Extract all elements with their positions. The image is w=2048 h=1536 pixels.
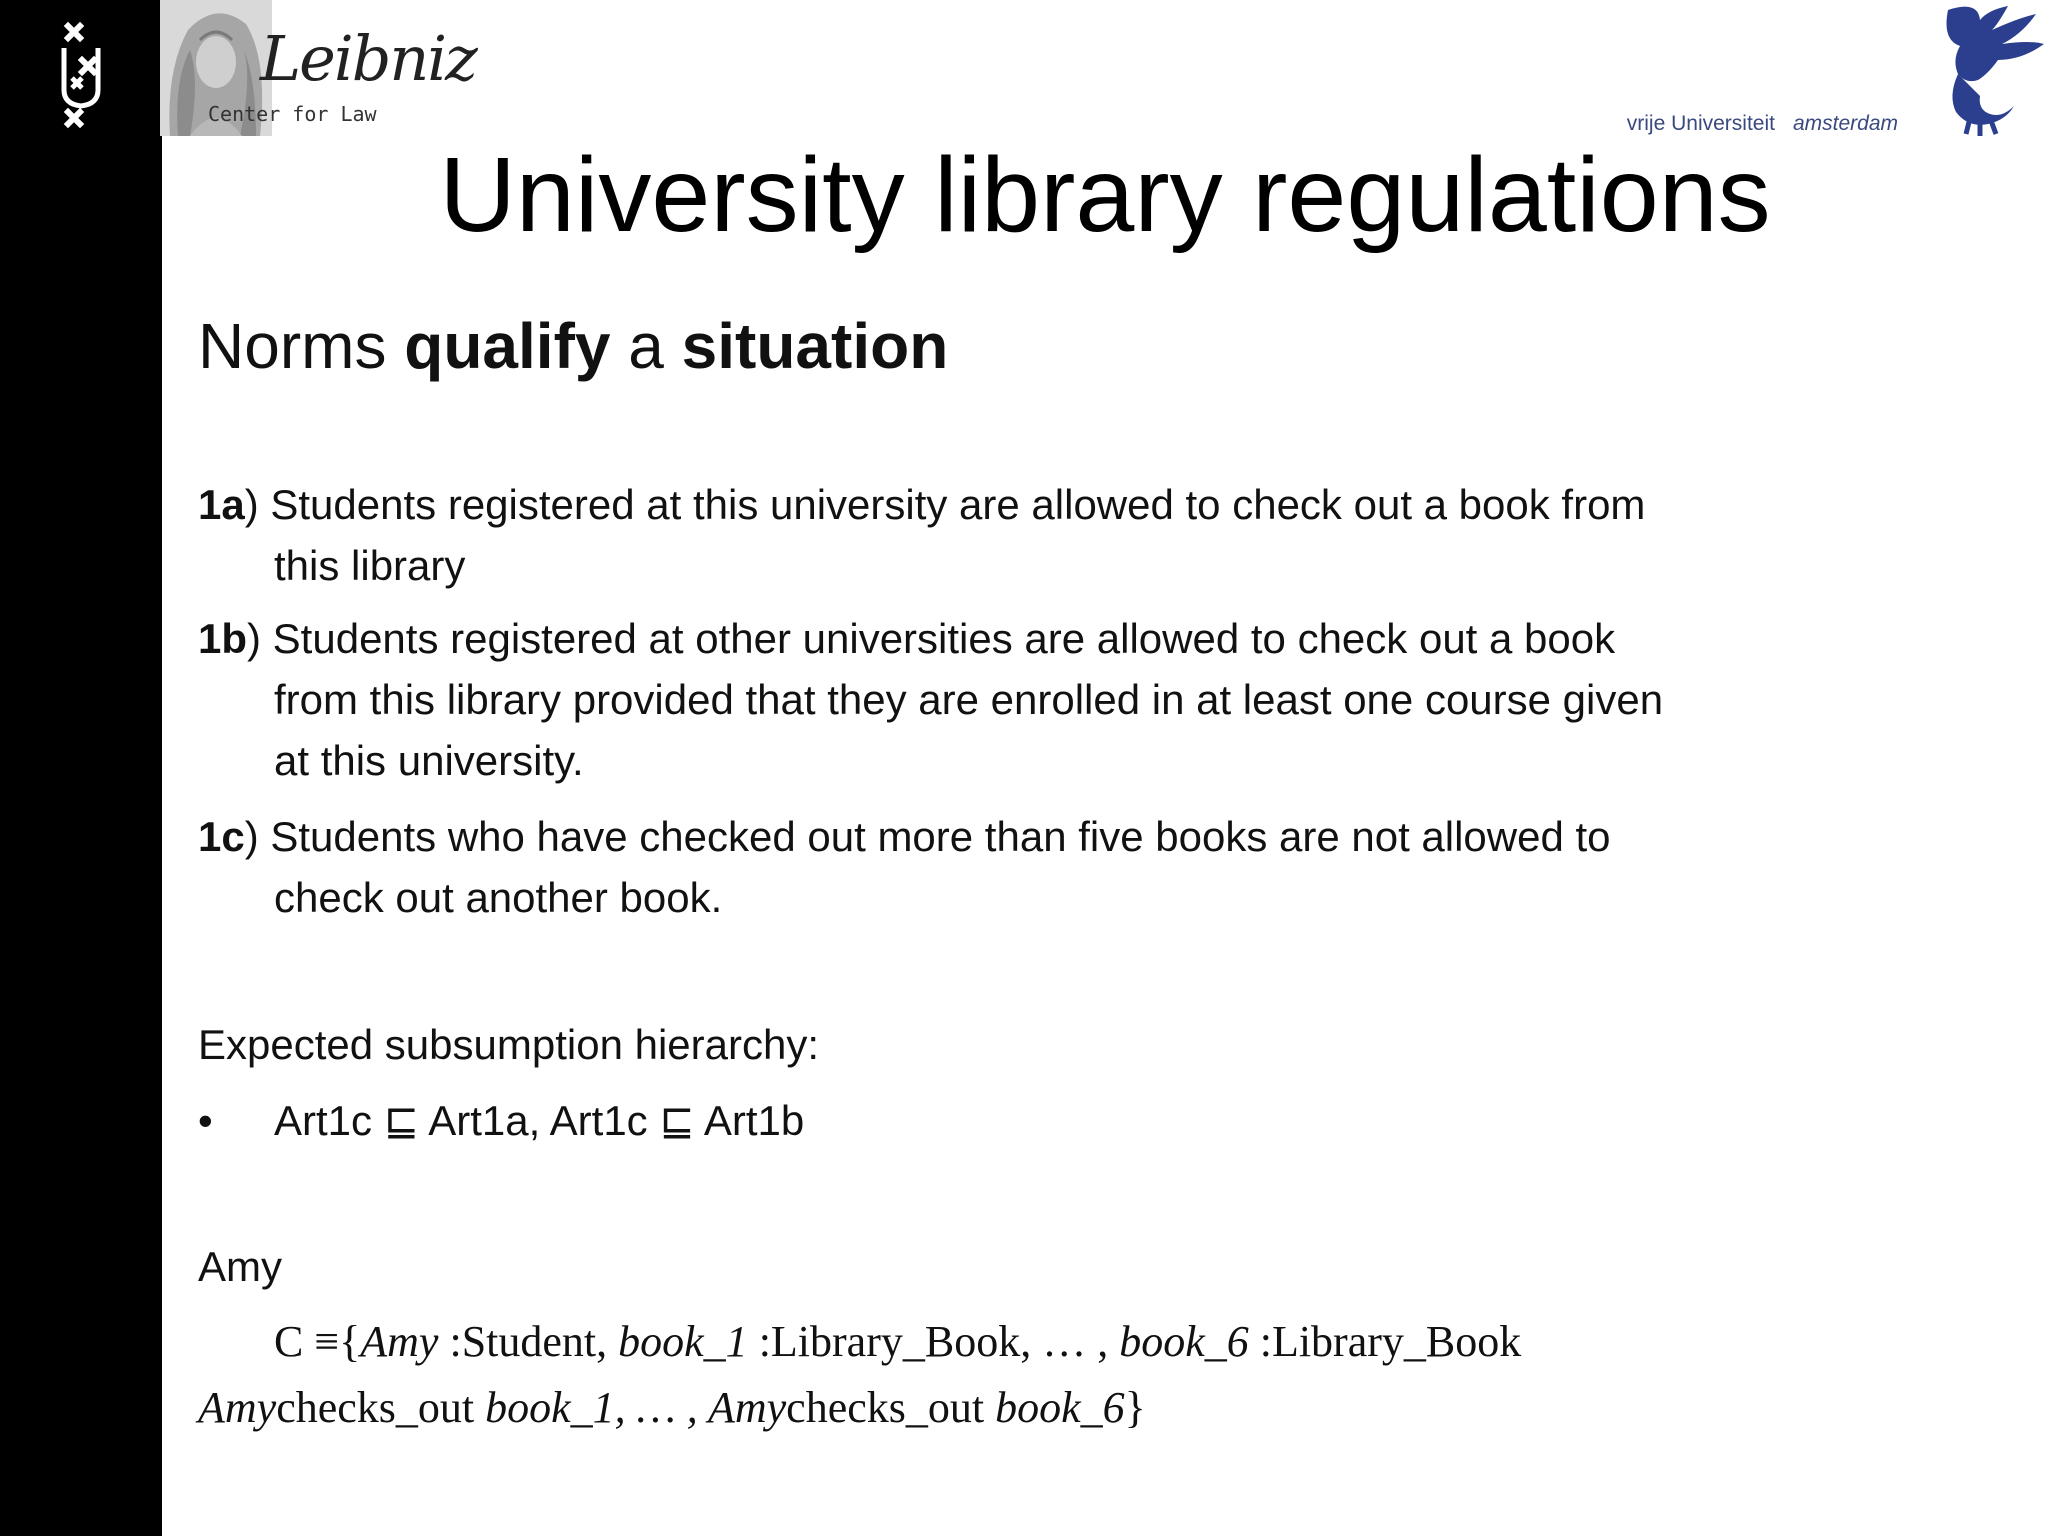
leibniz-subtitle: Center for Law [208,102,377,126]
amy-label: Amy [198,1243,282,1290]
leibniz-center-logo [160,0,476,140]
bullet-icon: • [198,1097,213,1144]
norm-1c [198,806,1878,928]
formula-student: :Student, [438,1317,619,1366]
expected-hierarchy-label: Expected subsumption hierarchy: [198,1021,819,1068]
norm-1b [198,608,1878,791]
norm-number: 1b [198,615,248,662]
norm-text: ) Students registered at other universities are allowed to check out a book [247,615,1616,662]
formula-book6: book_6 [1119,1317,1249,1366]
uva-logo-icon [60,20,102,130]
norm-text-continued: check out another book. [274,874,723,921]
formula-book6: book_6 [995,1383,1125,1432]
formula-checks-out: checks_out [276,1383,486,1432]
norm-text-continued: from this library provided that they are enrolled in at least one course given [274,676,1664,723]
leibniz-signature: Leibniz [260,22,476,95]
formula-line-1 [274,1312,1521,1372]
formula-library-book: :Library_Book, … , [747,1317,1120,1366]
formula-amy: Amy [198,1383,277,1432]
formula-book1: book_1, … , [485,1383,708,1432]
formula-amy: Amy [360,1317,439,1366]
griffin-icon [1918,0,2048,140]
norm-text: ) Students registered at this university are allowed to check out a book from [244,481,1646,528]
formula-book1: book_1 [618,1317,748,1366]
subsumption-bullet: Art1c ⊑ Art1a, Art1c ⊑ Art1b [274,1097,805,1144]
norm-text-continued: this library [274,542,466,589]
slide-subtitle [198,308,948,384]
formula-c: C ≡{ [274,1317,361,1366]
norm-text-continued: at this university. [274,737,584,784]
sidebar-band [0,0,162,1536]
formula-checks-out: checks_out [786,1383,996,1432]
subtitle-pre: Norms [198,310,405,382]
vu-city: amsterdam [1792,112,1898,135]
subtitle-bold-qualify: qualify [404,310,611,382]
subtitle-mid: a [610,310,682,382]
formula-library-book: :Library_Book [1248,1317,1522,1366]
norm-text: ) Students who have checked out more than five books are not allowed to [244,813,1611,860]
vu-name: vrije Universiteit [1626,112,1775,135]
norm-number: 1a [198,481,245,528]
vu-amsterdam-logo [1588,0,2048,140]
slide-title: University library regulations [439,136,1771,254]
formula-close-brace: } [1124,1383,1146,1432]
subtitle-bold-situation: situation [681,310,949,382]
formula-line-2 [198,1378,1146,1438]
norm-1a [198,474,1878,596]
formula-amy: Amy [707,1383,787,1432]
norm-number: 1c [198,813,245,860]
